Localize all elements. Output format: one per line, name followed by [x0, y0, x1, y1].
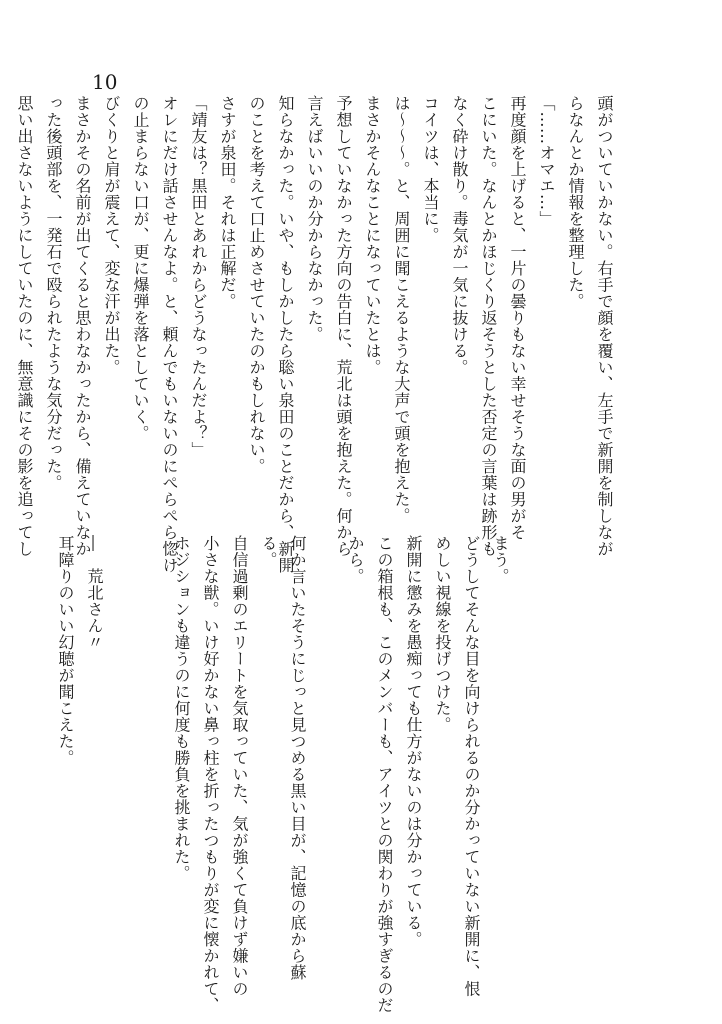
text-line: から。 — [346, 535, 365, 585]
text-line: 「靖友は？黒田とあれからどうなったんだよ？」 — [189, 95, 208, 458]
text-line: びくりと肩が震えて、変な汗が出た。 — [102, 95, 121, 376]
text-line: 新開に懲みを愚痴っても仕方がないのは分かっている。 — [404, 535, 423, 948]
text-line: まさかそんなことになっていたとは。 — [363, 95, 382, 376]
text-line: こにいた。なんとかほじくり返そうとした否定の言葉は跡形も — [479, 95, 498, 557]
text-line: めしい視線を投げつけた。 — [433, 535, 452, 733]
text-line: オレにだけ話させんなよ。と、頼んでもいないのにぺらぺら惚け — [160, 95, 179, 574]
text-line: 自信過剰のエリートを気取っていた、気が強くて負けず嫌いの — [230, 535, 249, 997]
text-line: った後頭部を、一発石で殴られたような気分だった。 — [44, 95, 63, 491]
text-line: 耳障りのいい幻聴が聞こえた。 — [56, 535, 75, 766]
text-line: 知らなかった。いや、もしかしたら聡い泉田のことだから、新開 — [276, 95, 295, 574]
page-number: 10 — [92, 70, 118, 94]
text-line: なく砕け散り。毒気が一気に抜ける。 — [450, 95, 469, 376]
text-line: る。 — [259, 535, 278, 568]
blank-line — [109, 535, 138, 955]
text-line: まさかその名前が出てくると思わなかったから、備えていなか — [73, 95, 92, 557]
text-line: 再度顔を上げると、一片の曇りもない幸せそうな面の男がそ — [508, 95, 527, 541]
text-line: の止まらない口が、更に爆弾を落としていく。 — [131, 95, 150, 442]
blank-line — [312, 535, 341, 955]
text-line: 何か言いたそうにじっと見つめる黒い目が、記憶の底から蘇 — [288, 535, 307, 981]
text-line: まう。 — [491, 535, 510, 585]
text-line: コイツは、本当に。 — [421, 95, 440, 244]
text-line: ― 荒北さん〃 — [85, 535, 104, 651]
text-line: のことを考えて口止めさせていたのかもしれない。 — [247, 95, 266, 475]
bottom-text-block — [51, 535, 515, 1014]
text-line: ホジションも違うのに何度も勝負を挑まれた。 — [172, 535, 191, 882]
text-line: 思い出さないようにしていたのに、無意識にその影を追ってし — [15, 95, 34, 557]
blank-line — [138, 535, 167, 955]
text-line: 「……オマエ…」 — [537, 95, 556, 227]
text-line: さすが泉田。それは正解だ。 — [218, 95, 237, 310]
text-line: 予想していなかった方向の告白に、荒北は頭を抱えた。何から — [334, 95, 353, 557]
text-line: 小さな獣。いけ好かない鼻っ柱を折ったつもりが変に懐かれて、 — [201, 535, 220, 1014]
text-line: どうしてそんな目を向けられるのか分かっていない新開に、恨 — [462, 535, 481, 997]
text-line: は〜〜〜。と、周囲に聞こえるような大声で頭を抱えた。 — [392, 95, 411, 524]
text-line: 頭がついていかない。右手で顔を覆い、左手で新開を制しなが — [595, 95, 614, 557]
text-line: この箱根も、このメンバーも、アイツとの関わりが強すぎるのだ — [375, 535, 394, 1014]
text-line: 言えばいいのか分からなかった。 — [305, 95, 324, 343]
text-line: らなんとか情報を整理した。 — [566, 95, 585, 310]
